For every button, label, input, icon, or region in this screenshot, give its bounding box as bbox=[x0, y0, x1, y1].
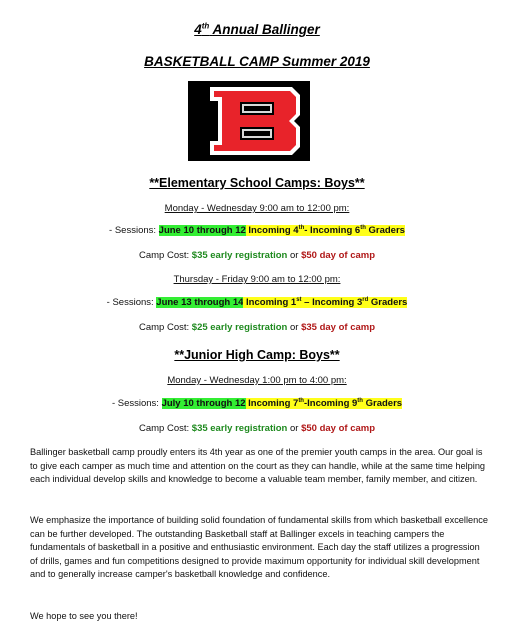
page-title bbox=[0, 22, 514, 37]
junior-schedule: Monday - Wednesday 1:00 pm to 4:00 pm: bbox=[167, 375, 347, 386]
junior-heading: **Junior High Camp: Boys** bbox=[174, 348, 340, 362]
junior-grades bbox=[246, 398, 403, 409]
junior-cost bbox=[0, 423, 514, 434]
camp1-cost bbox=[0, 250, 514, 261]
camp2-early-price: $25 early registration bbox=[191, 322, 288, 333]
title-text: Annual Ballinger bbox=[212, 22, 320, 37]
camp2-sessions bbox=[0, 297, 514, 308]
junior-grade-start: Incoming 7 bbox=[245, 398, 299, 409]
title-ordinal-suffix: th bbox=[201, 21, 210, 31]
camp1-grade-end: - Incoming 6 bbox=[304, 225, 361, 236]
camp2-grade-word: Graders bbox=[368, 297, 408, 308]
camp1-dayof-price: $50 day of camp bbox=[301, 250, 376, 261]
junior-grade-start-suffix: th bbox=[298, 397, 304, 404]
camp1-early-price: $35 early registration bbox=[191, 250, 288, 261]
camp1-session-prefix: - Sessions: bbox=[109, 225, 159, 236]
camp1-dates: June 10 through 12 bbox=[158, 225, 246, 236]
elementary-heading: **Elementary School Camps: Boys** bbox=[149, 176, 365, 190]
junior-or: or bbox=[287, 423, 302, 434]
camp2-cost bbox=[0, 322, 514, 333]
closing-line: We hope to see you there! bbox=[30, 611, 138, 621]
camp2-schedule: Thursday - Friday 9:00 am to 12:00 pm: bbox=[173, 274, 341, 285]
camp1-grade-end-suffix: th bbox=[360, 224, 366, 231]
camp2-or: or bbox=[287, 322, 302, 333]
camp2-grade-end: – Incoming 3 bbox=[301, 297, 363, 308]
junior-early-price: $35 early registration bbox=[191, 423, 288, 434]
camp2-grade-start: Incoming 1 bbox=[243, 297, 297, 308]
camp2-cost-label: Camp Cost: bbox=[138, 322, 192, 333]
junior-grade-word: Graders bbox=[362, 398, 403, 409]
junior-dates: July 10 through 12 bbox=[161, 398, 246, 409]
camp1-grades bbox=[246, 225, 405, 236]
camp2-grades bbox=[243, 297, 407, 308]
camp2-dayof-price: $35 day of camp bbox=[301, 322, 376, 333]
camp1-schedule: Monday - Wednesday 9:00 am to 12:00 pm: bbox=[164, 203, 350, 214]
camp2-session-prefix: - Sessions: bbox=[106, 297, 157, 308]
junior-cost-label: Camp Cost: bbox=[138, 423, 192, 434]
camp1-grade-word: Graders bbox=[365, 225, 405, 236]
camp1-grade-start-suffix: th bbox=[298, 224, 305, 231]
ballinger-logo bbox=[188, 81, 310, 161]
camp1-grade-start: Incoming 4 bbox=[245, 225, 299, 236]
fundamentals-paragraph: We emphasize the importance of building solid foundation of fundamental skills from which basketball excellence can be further developed. The outstanding Basketball staff at Ballinger excels in teaching campers the fundamentals of basketball in a positive and enthusiastic environment. Each day the staff utilizes a progression of drills, games and fun competitions designed to provide maximum opportunity for individual skill development and to generally increase camper's basketball knowledge and confidence. bbox=[30, 515, 488, 579]
junior-dayof-price: $50 day of camp bbox=[301, 423, 376, 434]
b-logo-icon bbox=[188, 81, 310, 161]
camp1-cost-label: Camp Cost: bbox=[138, 250, 192, 261]
junior-grade-end: -Incoming 9 bbox=[303, 398, 358, 409]
camp2-grade-start-suffix: st bbox=[296, 296, 302, 303]
camp1-sessions bbox=[0, 225, 514, 236]
camp2-grade-end-suffix: rd bbox=[362, 296, 369, 303]
page-subtitle: BASKETBALL CAMP Summer 2019 bbox=[144, 54, 370, 69]
intro-paragraph: Ballinger basketball camp proudly enters its 4th year as one of the premier youth camps in the area. Our goal is to give each camper as much time and attention on the court as they can handle, while at the same time helping each individual develop skills and knowledge to become a valuable team member, family member, and citizen. bbox=[30, 447, 486, 484]
junior-session-prefix: - Sessions: bbox=[111, 398, 162, 409]
junior-sessions bbox=[0, 398, 514, 409]
camp2-dates: June 13 through 14 bbox=[156, 297, 244, 308]
camp1-or: or bbox=[287, 250, 302, 261]
junior-grade-end-suffix: th bbox=[357, 397, 363, 404]
title-ordinal: 4 bbox=[194, 22, 202, 37]
